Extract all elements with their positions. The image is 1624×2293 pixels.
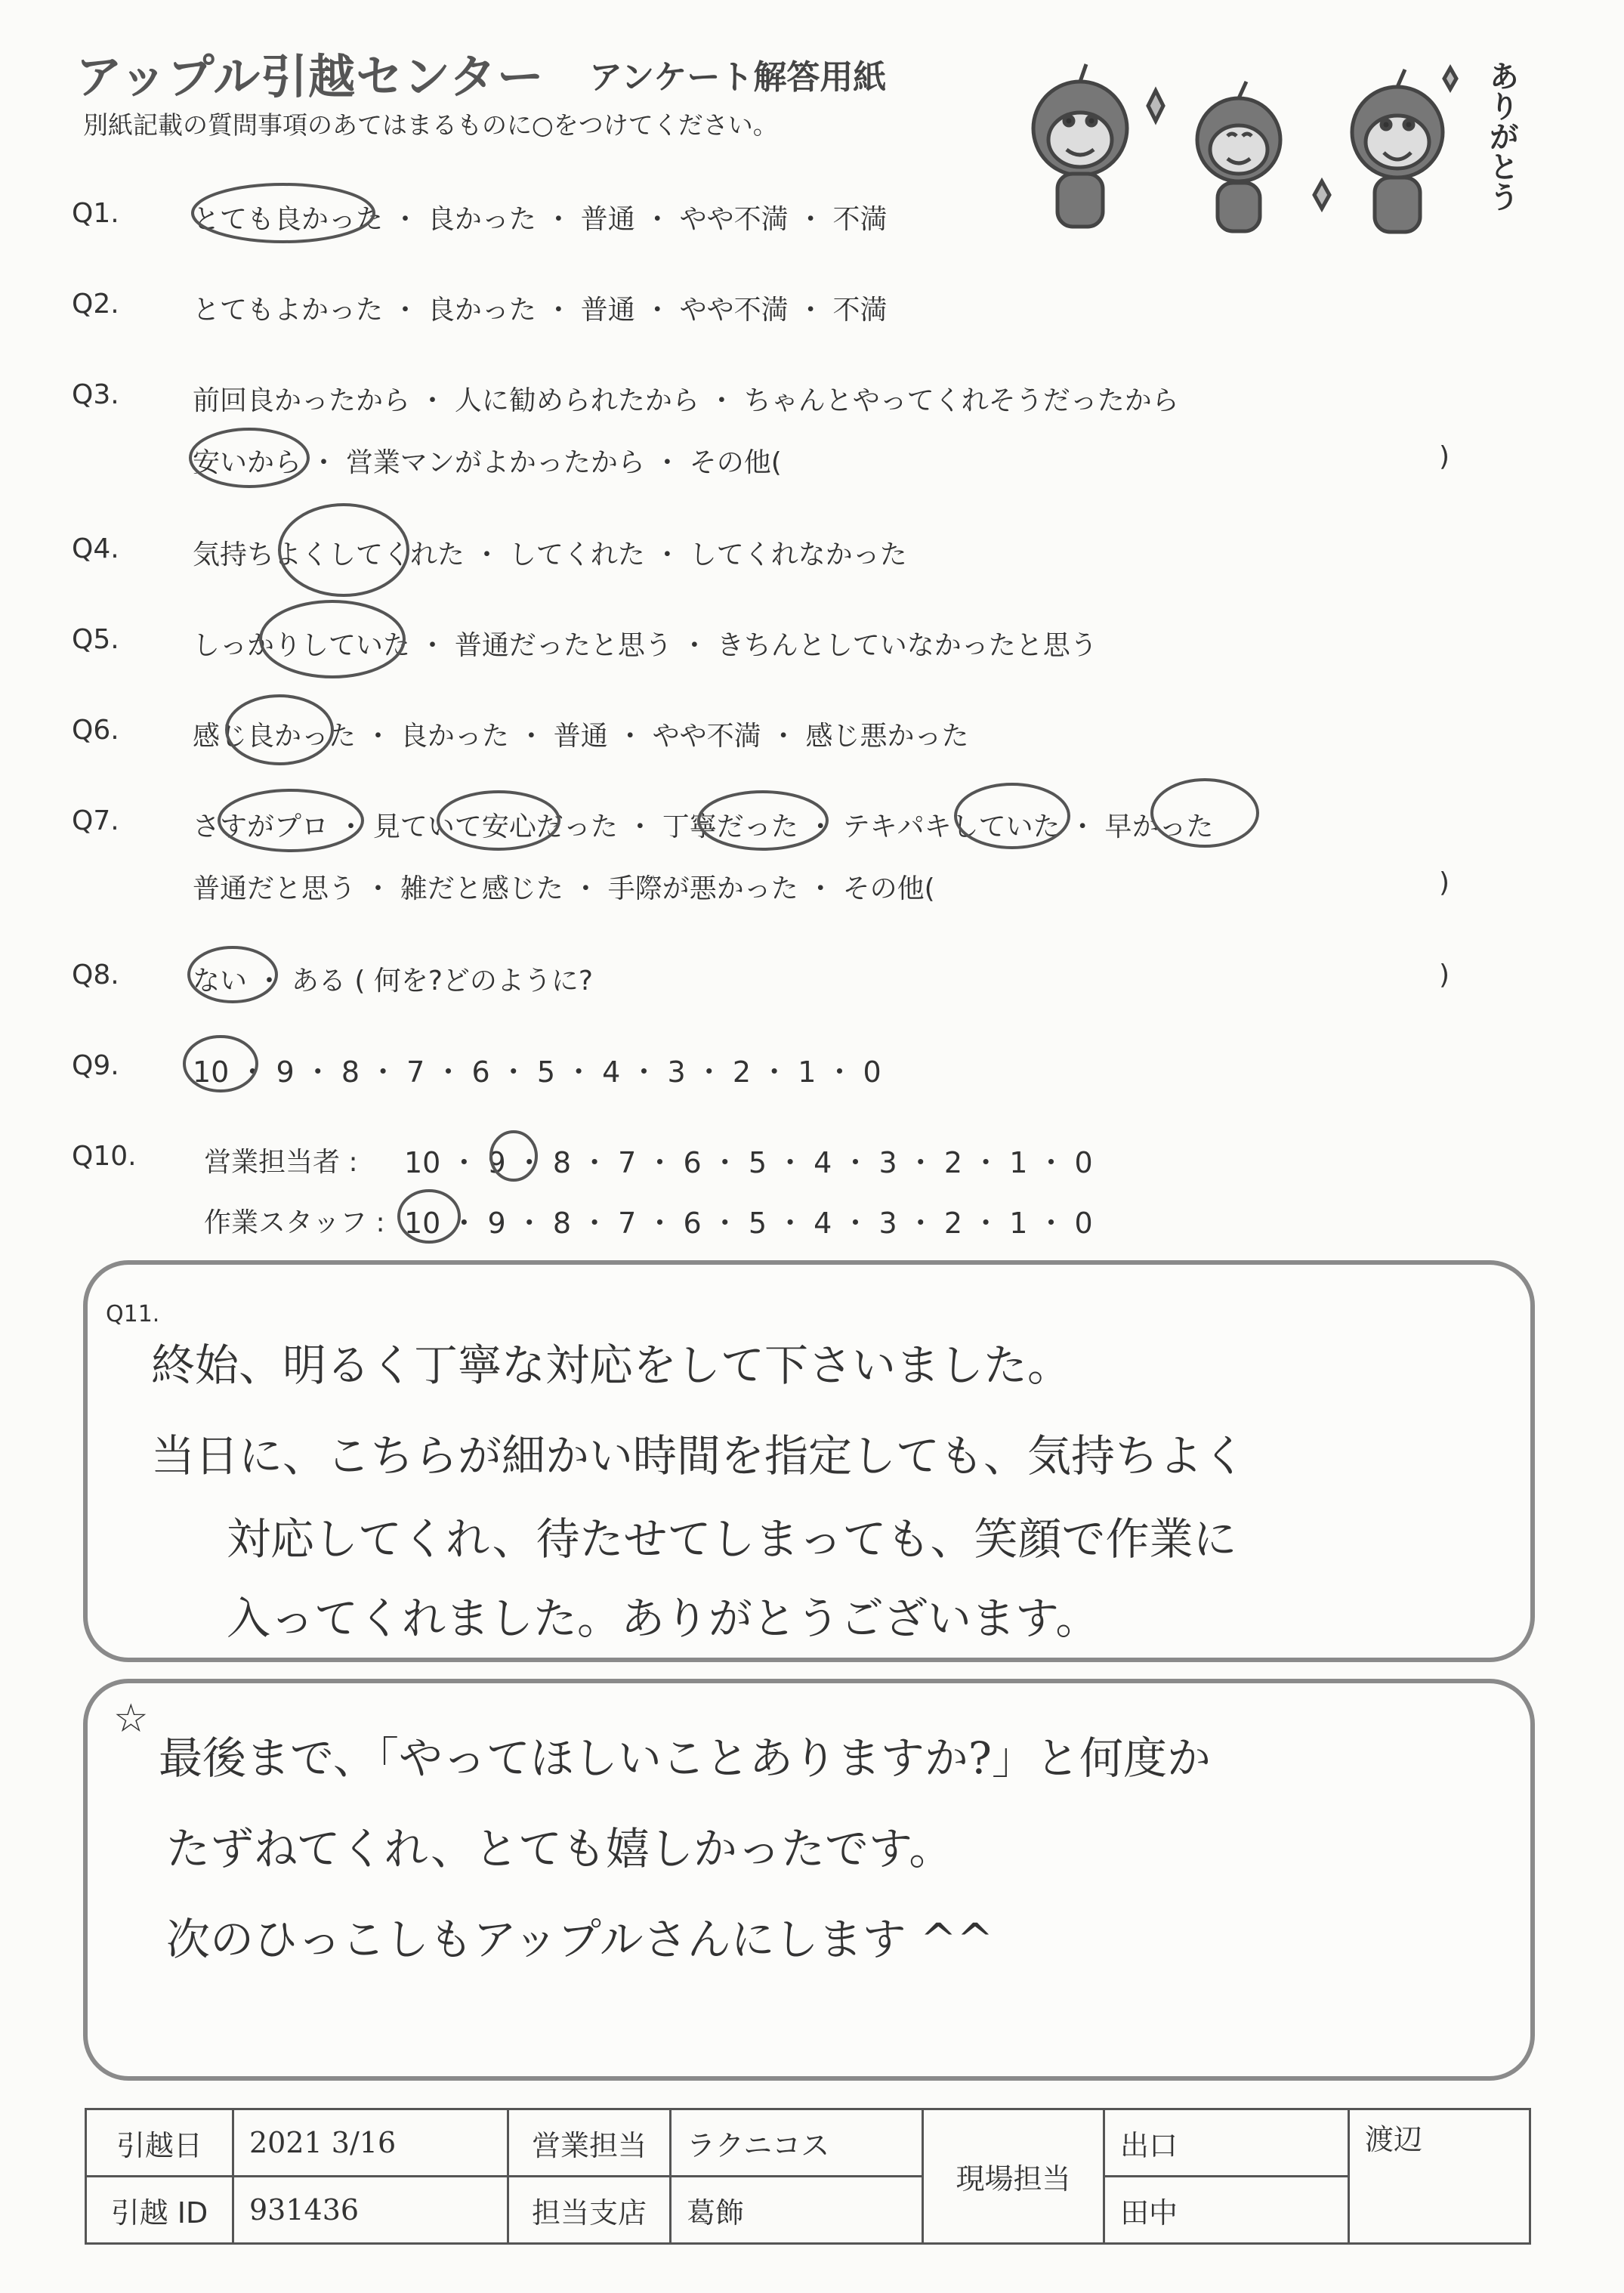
footer-table: [85, 2108, 1531, 2245]
q7-options-line2: 普通だと思う ・ 雑だと感じた ・ 手際が悪かった ・ その他(: [193, 873, 935, 904]
q5-options: しっかりしていた ・ 普通だったと思う ・ きちんとしていなかったと思う: [193, 630, 1098, 661]
q3-options-line2: 安いから ・ 営業マンがよかったから ・ その他(: [193, 447, 782, 478]
q10-staff-answer-circle: [399, 1191, 459, 1242]
move-id-label: 引越 ID: [86, 2177, 233, 2244]
q5-label: Q5.: [72, 624, 119, 655]
site-staff-value-1: 出口: [1104, 2109, 1349, 2177]
q11-comment-line-2: 当日に、こちらが細かい時間を指定しても、気持ちよく: [151, 1430, 1247, 1482]
q2-label: Q2.: [72, 289, 119, 320]
q7-answer-circle-2: [438, 792, 559, 849]
q7-answer-circle-4: [956, 784, 1069, 848]
site-staff-value-3: 田中: [1104, 2177, 1349, 2244]
q7-close-paren: ): [1439, 867, 1450, 898]
move-id-value: 931436: [233, 2177, 508, 2244]
site-staff-value-2: 渡辺: [1349, 2109, 1530, 2244]
q3-answer-circle: [190, 429, 308, 487]
q10-sales-answer-circle: [491, 1132, 536, 1180]
q4-label: Q4.: [72, 533, 119, 564]
q8-label: Q8.: [72, 960, 119, 990]
q8-answer-circle: [189, 947, 276, 1002]
q1-label: Q1.: [72, 198, 119, 229]
q1-answer-circle: [193, 184, 374, 242]
branch-label: 担当支店: [508, 2177, 671, 2244]
q11-comment-line-4: 入ってくれました。ありがとうございます。: [227, 1593, 1100, 1644]
q10-staff-scale: 10 ・ 9 ・ 8 ・ 7 ・ 6 ・ 5 ・ 4 ・ 3 ・ 2 ・ 1 ・ 0: [404, 1207, 1093, 1240]
q7-answer-circle-3: [699, 792, 827, 849]
thanks-text: ありがとう: [1484, 60, 1519, 212]
q10-staff-label: 作業スタッフ :: [204, 1207, 385, 1238]
q6-options: 感じ良かった ・ 良かった ・ 普通 ・ やや不満 ・ 感じ悪かった: [193, 721, 969, 752]
q7-answer-circle-5: [1152, 780, 1258, 846]
q8-options: ない ・ ある ( 何を?どのように?: [193, 966, 594, 997]
q4-options: 気持ちよくしてくれた ・ してくれた ・ してくれなかった: [193, 539, 907, 570]
q2-options: とてもよかった ・ 良かった ・ 普通 ・ やや不満 ・ 不満: [193, 295, 888, 326]
q8-close-paren: ): [1439, 960, 1450, 990]
q1-options: とても良かった ・ 良かった ・ 普通 ・ やや不満 ・ 不満: [193, 204, 888, 235]
q6-answer-circle: [227, 696, 332, 764]
branch-value: 葛飾: [671, 2177, 923, 2244]
star-icon: ☆: [113, 1696, 149, 1741]
q6-label: Q6.: [72, 715, 119, 746]
q4-answer-circle: [279, 505, 408, 595]
q9-label: Q9.: [72, 1050, 119, 1081]
page-subtitle: アンケート解答用紙: [589, 58, 887, 97]
sales-rep-value: ラクニコス: [671, 2109, 923, 2177]
q11-comment-line-3: 対応してくれ、待たせてしまっても、笑顔で作業に: [227, 1513, 1237, 1565]
q3-options: 前回良かったから ・ 人に勧められたから ・ ちゃんとやってくれそうだったから: [193, 385, 1179, 416]
q3-close-paren: ): [1439, 441, 1450, 472]
page-title: アップル引越センター: [76, 49, 545, 104]
q7-answer-circle-1: [219, 790, 363, 851]
q3-label: Q3.: [72, 379, 119, 410]
q11-label: Q11.: [106, 1301, 160, 1327]
extra-comment-line-1: 最後まで、「やってほしいことありますか?」と何度か: [159, 1732, 1211, 1784]
instruction-text: 別紙記載の質問事項のあてはまるものに○をつけてください。: [83, 110, 778, 140]
q9-answer-circle: [184, 1037, 257, 1091]
extra-comment-line-2: たずねてくれ、とても嬉しかったです。: [166, 1823, 953, 1874]
move-date-label: 引越日: [86, 2109, 233, 2177]
q10-sales-scale: 10 ・ 9 ・ 8 ・ 7 ・ 6 ・ 5 ・ 4 ・ 3 ・ 2 ・ 1 ・ 0: [404, 1146, 1093, 1179]
q7-options: さすがプロ ・ 見ていて安心だった ・ 丁寧だった ・ テキパキしていた ・ 早かった: [193, 811, 1214, 842]
q10-sales-label: 営業担当者 :: [204, 1147, 358, 1178]
q10-label: Q10.: [72, 1141, 137, 1172]
q9-scale: 10 ・ 9 ・ 8 ・ 7 ・ 6 ・ 5 ・ 4 ・ 3 ・ 2 ・ 1 ・ 0: [193, 1055, 881, 1089]
q7-label: Q7.: [72, 805, 119, 836]
q5-answer-circle: [261, 601, 404, 677]
extra-comment-line-3: 次のひっこしもアップルさんにします ^^: [166, 1914, 994, 1965]
q11-comment-line-1: 終始、明るく丁寧な対応をして下さいました。: [151, 1340, 1072, 1391]
sales-rep-label: 営業担当: [508, 2109, 671, 2177]
site-staff-label: 現場担当: [923, 2109, 1104, 2244]
move-date-value: 2021 3/16: [233, 2109, 508, 2177]
